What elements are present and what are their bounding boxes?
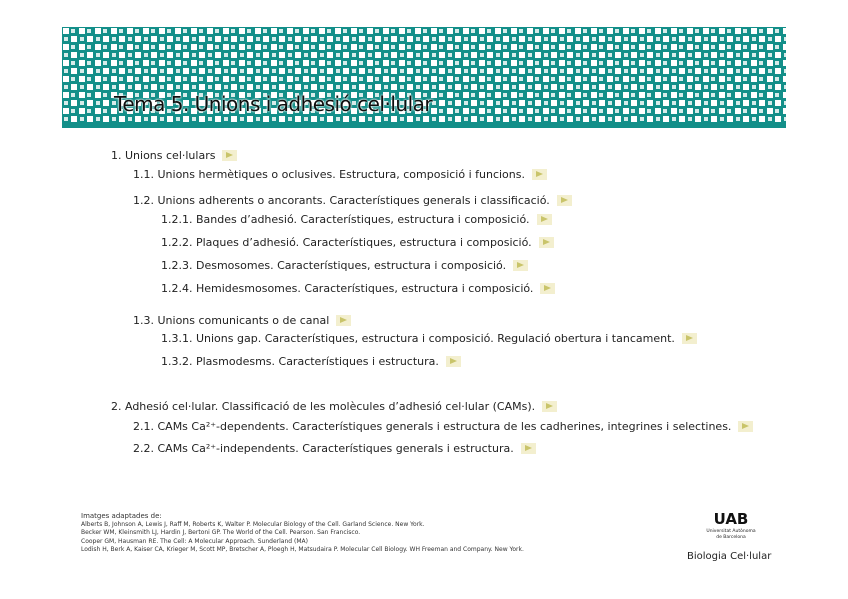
toc-link-arrow-icon[interactable] (521, 443, 536, 454)
course-name: Biologia Cel·lular (687, 551, 772, 562)
toc-item-1-2-3 (161, 259, 528, 272)
toc-link-arrow-icon[interactable] (222, 150, 237, 161)
toc-item-label: 1.2.1. Bandes d’adhesió. Característiques, estructura i composició. (161, 213, 530, 226)
toc-item-1-2-1 (161, 213, 552, 226)
toc-link-arrow-icon[interactable] (539, 237, 554, 248)
toc-item-1-2 (133, 194, 572, 207)
toc-item-label: 1.1. Unions hermètiques o oclusives. Estructura, composició i funcions. (133, 168, 525, 181)
toc-link-arrow-icon[interactable] (446, 356, 461, 367)
toc-item-label: 1.2. Unions adherents o ancorants. Característiques generals i classificació. (133, 194, 550, 207)
logo-sub-2: de Barcelona (716, 534, 746, 540)
reference-item: Lodish H, Berk A, Kaiser CA, Krieger M, Scott MP, Bretscher A, Ploegh H, Matsudaira P. Molecular Cell Biology. WH Freeman and Company. New York. (81, 545, 524, 553)
toc-item-1-3-2 (161, 355, 461, 368)
toc-link-arrow-icon[interactable] (537, 214, 552, 225)
reference-item: Alberts B, Johnson A, Lewis J, Raff M, Roberts K, Walter P. Molecular Biology of the Cell. Garland Science. New York. (81, 521, 425, 529)
toc-link-arrow-icon[interactable] (540, 283, 555, 294)
toc-item-label: 1.2.4. Hemidesmosomes. Característiques, estructura i composició. (161, 282, 534, 295)
toc-item-1-3 (133, 314, 351, 327)
toc-item-label: 1.3.2. Plasmodesms. Característiques i estructura. (161, 355, 439, 368)
toc-item-label: 1.2.3. Desmosomes. Característiques, estructura i composició. (161, 259, 507, 272)
toc-item-2-2 (133, 442, 536, 455)
toc-item-label: 1.3.1. Unions gap. Característiques, estructura i composició. Regulació obertura i tancament. (161, 332, 675, 345)
toc-link-arrow-icon[interactable] (542, 401, 557, 412)
toc-item-label: 1. Unions cel·lulars (111, 149, 216, 162)
toc-item-1 (111, 149, 237, 162)
toc-item-label: 2.2. CAMs Ca²⁺-independents. Característiques generals i estructura. (133, 442, 514, 455)
logo-sub-1: Universitat Autònoma (706, 529, 756, 534)
toc-link-arrow-icon[interactable] (532, 169, 547, 180)
references (81, 512, 524, 554)
toc-item-1-1 (133, 168, 547, 181)
references-heading: Imatges adaptades de: (81, 512, 162, 520)
toc-item-1-2-4 (161, 282, 555, 295)
toc-item-1-3-1 (161, 332, 697, 345)
reference-item: Cooper GM, Hausman RE. The Cell: A Molecular Approach. Sunderland (MA) (81, 537, 308, 545)
uab-logo (703, 512, 759, 540)
reference-item: Becker WM, Kleinsmith LJ, Hardin J, Bertoni GP. The World of the Cell. Pearson. San Francisco. (81, 529, 361, 537)
toc-item-label: 2. Adhesió cel·lular. Classificació de les molècules d’adhesió cel·lular (CAMs). (111, 400, 536, 413)
toc-link-arrow-icon[interactable] (738, 421, 753, 432)
page-title: Tema 5. Unions i adhesió cel·lular (114, 92, 433, 116)
toc-item-label: 2.1. CAMs Ca²⁺-dependents. Característiques generals i estructura de les cadherines, integrines i selectines. (133, 420, 732, 433)
toc-item-2-1 (133, 420, 753, 433)
toc-link-arrow-icon[interactable] (513, 260, 528, 271)
toc-item-label: 1.3. Unions comunicants o de canal (133, 314, 330, 327)
toc-link-arrow-icon[interactable] (557, 195, 572, 206)
toc-link-arrow-icon[interactable] (682, 333, 697, 344)
toc-item-2 (111, 400, 557, 413)
toc-link-arrow-icon[interactable] (336, 315, 351, 326)
toc-item-label: 1.2.2. Plaques d’adhesió. Característiques, estructura i composició. (161, 236, 532, 249)
toc-item-1-2-2 (161, 236, 554, 249)
logo-mark: UAB (713, 510, 749, 528)
